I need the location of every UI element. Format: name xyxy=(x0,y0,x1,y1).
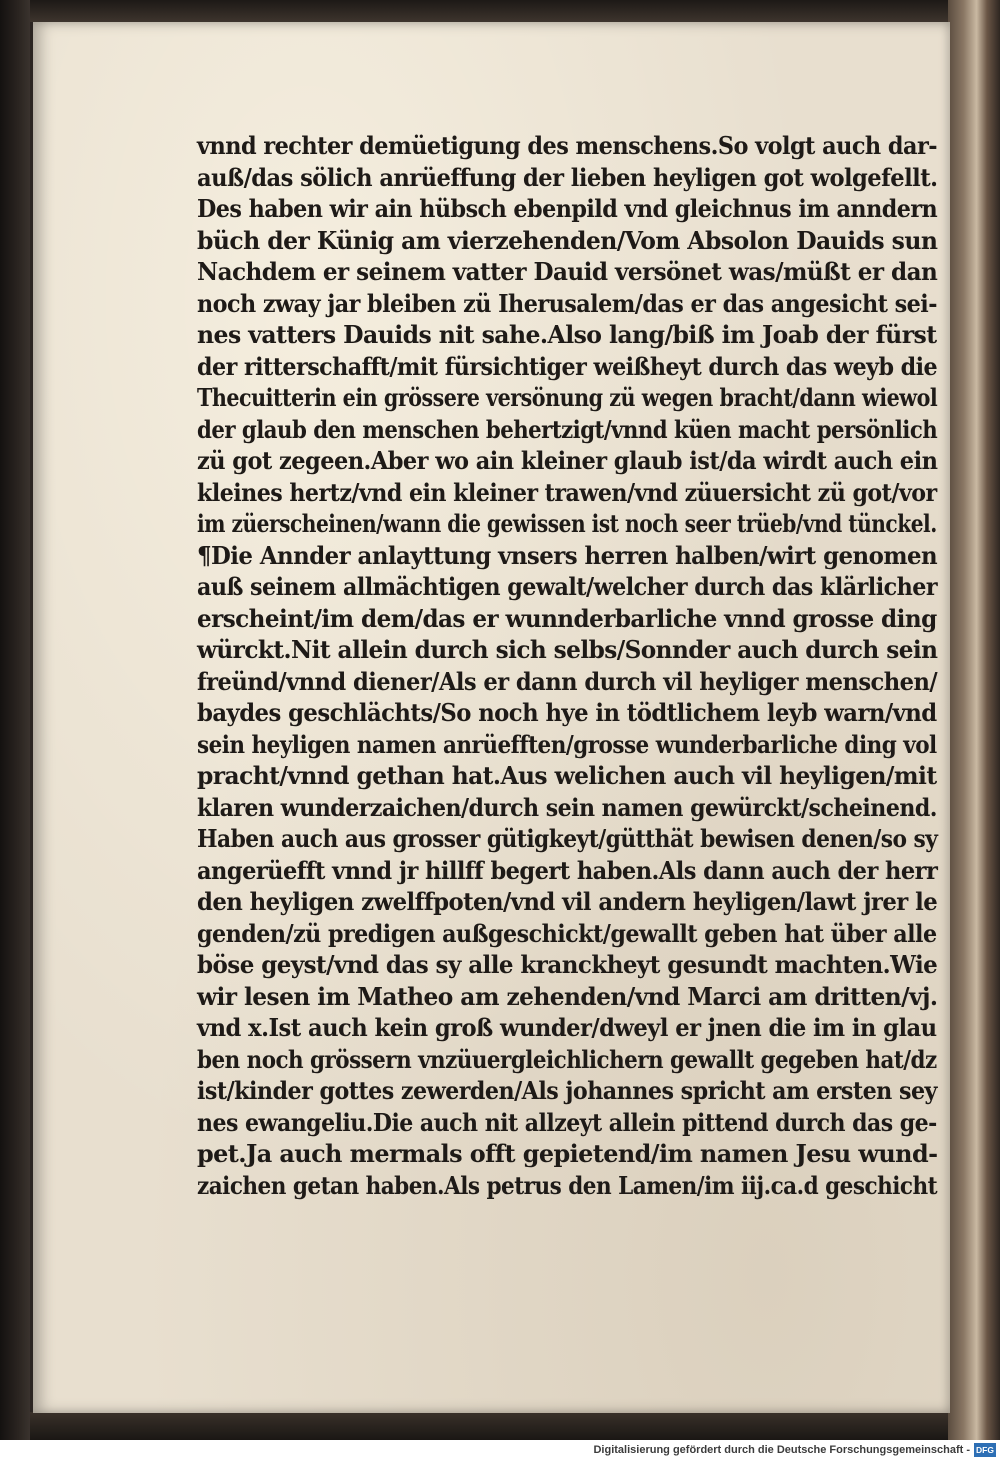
text-line: ¶Die Annder anlayttung vnsers herren halben/wirt genomen xyxy=(197,540,938,570)
page-edge-bottom xyxy=(30,1412,948,1440)
text-line: sein heyligen namen anrüefften/grosse wunderbarliche ding vol xyxy=(197,729,937,759)
text-line: nes ewangeliu.Die auch nit allzeyt allein pittend durch das ge- xyxy=(197,1107,937,1137)
text-line: büch der Künig am vierzehenden/Vom Absolon Dauids sun xyxy=(197,225,938,255)
text-block xyxy=(197,130,937,1201)
text-line: ist/kinder gottes zewerden/Als johannes spricht am ersten sey xyxy=(197,1076,937,1105)
text-line: Thecuitterin ein grössere versönung zü wegen bracht/dann wiewol xyxy=(197,383,938,412)
text-line: nes vatters Dauids nit sahe.Also lang/biß im Joab der fürst xyxy=(197,320,937,349)
text-line: im züerscheinen/wann die gewissen ist noch seer trüeb/vnd tünckel. xyxy=(197,509,937,538)
text-line: böse geyst/vnd das sy alle kranckheyt gesundt machten.Wie xyxy=(197,950,938,979)
text-line: pet.Ja auch mermals offt gepietend/im namen Jesu wund- xyxy=(197,1139,938,1168)
text-line: pracht/vnnd gethan hat.Aus welichen auch vil heyligen/mit xyxy=(197,761,937,790)
text-line: auß seinem allmächtigen gewalt/welcher durch das klärlicher xyxy=(197,572,938,601)
text-line: baydes geschlächts/So noch hye in tödtlichem leyb warn/vnd xyxy=(197,698,937,727)
text-line: den heyligen zwelffpoten/vnd vil andern heyligen/lawt jrer le xyxy=(197,887,938,916)
text-line: Nachdem er seinem vatter Dauid versönet was/müßt er dan xyxy=(197,257,938,286)
text-line: Haben auch aus grosser gütigkeyt/gütthät bewisen denen/so sy xyxy=(197,824,938,853)
text-line: auß/das sölich anrüeffung der lieben heyligen got wolgefellt. xyxy=(197,162,938,192)
page-edge-right xyxy=(948,0,1000,1440)
text-line: ben noch grössern vnzüuergleichlichern gewallt gegeben hat/dz xyxy=(197,1044,937,1074)
text-line: wir lesen im Matheo am zehenden/vnd Marci am dritten/vj. xyxy=(197,981,938,1011)
text-line: zü got zegeen.Aber wo ain kleiner glaub ist/da wirdt auch ein xyxy=(197,446,938,475)
footer-bar xyxy=(0,1440,1000,1464)
text-line: angerüefft vnnd jr hillff begert haben.Als dann auch der herr xyxy=(197,855,938,885)
text-line: klaren wunderzaichen/durch sein namen gewürckt/scheinend. xyxy=(197,792,937,822)
text-line: würckt.Nit allein durch sich selbs/Sonnder auch durch sein xyxy=(197,635,938,664)
text-line: Des haben wir ain hübsch ebenpild vnd gleichnus im anndern xyxy=(197,194,938,223)
book-page xyxy=(33,22,950,1413)
text-line: vnnd rechter demüetigung des menschens.So volgt auch dar- xyxy=(197,131,938,160)
text-line: vnd x.Ist auch kein groß wunder/dweyl er jnen die im in glau xyxy=(197,1013,937,1042)
text-line: der glaub den menschen behertzigt/vnnd küen macht persönlich xyxy=(197,414,938,444)
text-line: genden/zü predigen außgeschickt/gewallt geben hat über alle xyxy=(197,918,937,948)
dfg-logo: DFG xyxy=(974,1443,996,1457)
funding-notice: Digitalisierung gefördert durch die Deutsche Forschungsgemeinschaft - xyxy=(593,1444,970,1456)
text-line: freünd/vnnd diener/Als er dann durch vil heyliger menschen/ xyxy=(197,666,938,696)
text-line: der ritterschafft/mit fürsichtiger weißheyt durch das weyb die xyxy=(197,351,938,381)
text-line: erscheint/im dem/das er wunnderbarliche vnnd grosse ding xyxy=(197,603,937,633)
text-line: zaichen getan haben.Als petrus den Lamen/im iij.ca.d geschicht xyxy=(197,1170,938,1200)
book-binding xyxy=(0,0,30,1440)
text-line: kleines hertz/vnd ein kleiner trawen/vnd züuersicht zü got/vor xyxy=(197,477,937,507)
text-line: noch zway jar bleiben zü Iherusalem/das er das angesicht sei- xyxy=(197,288,937,318)
page-edge-top xyxy=(30,0,948,22)
